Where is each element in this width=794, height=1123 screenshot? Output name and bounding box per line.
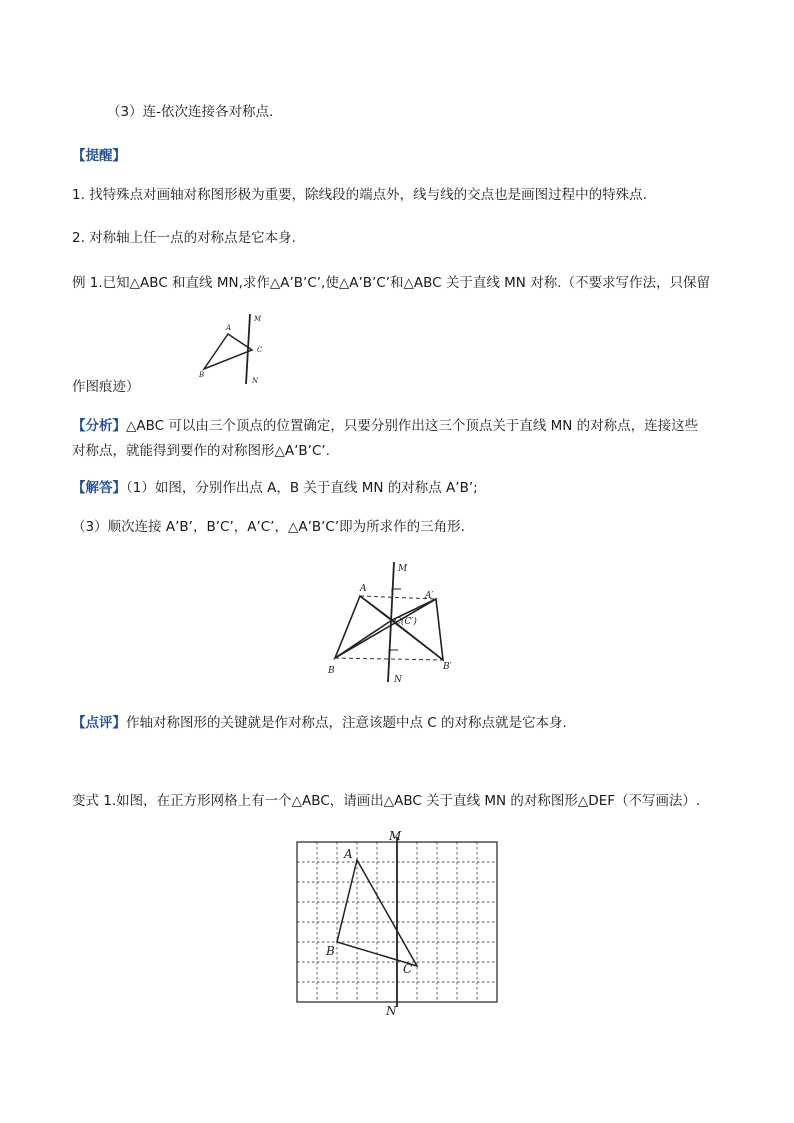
example1-figure bbox=[190, 310, 280, 390]
label-m: M bbox=[254, 315, 262, 323]
label-n: N bbox=[394, 675, 402, 685]
comment-tag: 【点评】 bbox=[72, 715, 126, 731]
label-m: M bbox=[389, 829, 402, 843]
step3-text: （3）连-依次连接各对称点. bbox=[107, 104, 274, 120]
label-b: B bbox=[328, 666, 335, 676]
label-a-prime: A′ bbox=[425, 591, 434, 601]
triangle-abc bbox=[204, 334, 252, 369]
analysis-line2: 对称点，就能得到要作的对称图形△A’B’C’. bbox=[72, 443, 330, 459]
label-b: B bbox=[326, 944, 335, 958]
label-a: A bbox=[226, 324, 232, 332]
label-b-prime: B′ bbox=[443, 662, 452, 672]
label-n: N bbox=[386, 1004, 397, 1018]
answer-tag: 【解答】 bbox=[72, 480, 126, 496]
label-m: M bbox=[398, 564, 408, 574]
label-c-cprime: C(C′) bbox=[394, 617, 417, 627]
segment-ab2 bbox=[360, 596, 443, 660]
segment-a2b bbox=[335, 599, 436, 658]
reminder-heading: 【提醒】 bbox=[72, 148, 126, 164]
reminder-item-1: 1. 找特殊点对画轴对称图形极为重要，除线段的端点外，线与线的交点也是画图过程中的特殊点. bbox=[72, 187, 647, 203]
reminder-item-2: 2. 对称轴上任一点的对称点是它本身. bbox=[72, 230, 296, 246]
answer-figure bbox=[322, 556, 472, 686]
label-a: A bbox=[360, 584, 367, 594]
answer-text-1: （1）如图，分别作出点 A，B 关于直线 MN 的对称点 A’B’; bbox=[126, 480, 478, 496]
variant1-text: 变式 1.如图，在正方形网格上有一个△ABC，请画出△ABC 关于直线 MN 的对称图形△DEF（不写画法）. bbox=[72, 793, 701, 809]
comment-line bbox=[72, 713, 567, 733]
comment-text: 作轴对称图形的关键就是作对称点，注意该题中点 C 的对称点就是它本身. bbox=[126, 715, 567, 731]
label-n: N bbox=[252, 377, 259, 385]
label-c: C bbox=[257, 346, 263, 354]
example1-line1: 例 1.已知△ABC 和直线 MN,求作△A’B’C’,使△A’B’C’和△ABC 关于直线 MN 对称.（不要求写作法，只保留 bbox=[72, 275, 710, 291]
variant1-figure bbox=[290, 825, 505, 1020]
analysis-line1 bbox=[72, 416, 698, 436]
example1-line2: 作图痕迹） bbox=[72, 379, 140, 395]
label-c: C bbox=[403, 962, 413, 976]
analysis-tag: 【分析】 bbox=[72, 418, 126, 434]
triangle-a2b2c2 bbox=[392, 599, 443, 660]
answer-line2: （3）顺次连接 A’B’，B’C’，A’C’，△A’B’C’即为所求作的三角形. bbox=[72, 519, 465, 535]
analysis-text-1: △ABC 可以由三个顶点的位置确定，只要分别作出这三个顶点关于直线 MN 的对称点，连接这些 bbox=[126, 418, 699, 434]
label-a: A bbox=[344, 847, 353, 861]
triangle-abc bbox=[335, 596, 392, 658]
label-b: B bbox=[199, 371, 205, 379]
answer-line1 bbox=[72, 478, 478, 498]
